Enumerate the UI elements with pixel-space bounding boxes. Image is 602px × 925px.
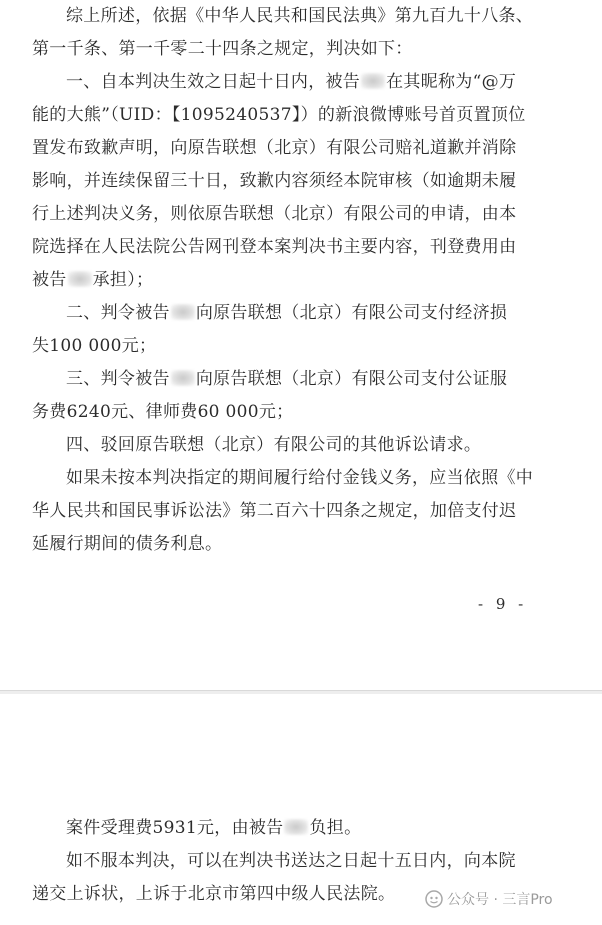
redacted-name-blur — [361, 73, 385, 89]
text: 负担。 — [309, 818, 362, 838]
text: 影响，并连续保留三十日，致歉内容须经本院审核（如逾期未履 — [32, 171, 517, 191]
text-line — [66, 845, 516, 878]
page-number: - 9 - — [478, 595, 528, 613]
text-line — [66, 429, 481, 462]
text-line — [66, 66, 516, 99]
text-line — [32, 396, 293, 429]
redacted-name-blur — [68, 271, 92, 287]
text-line — [32, 198, 516, 231]
text-line — [32, 495, 516, 528]
text-line — [66, 462, 533, 495]
text-line — [66, 363, 507, 396]
text-line — [32, 330, 156, 363]
text: 华人民共和国民事诉讼法》第二百六十四条之规定，加倍支付迟 — [32, 501, 517, 521]
text-line — [32, 231, 516, 264]
text: 向原告联想（北京）有限公司支付经济损 — [195, 303, 508, 323]
text: 承担）； — [92, 270, 154, 290]
text-line — [32, 528, 222, 561]
text-line — [32, 878, 395, 911]
redacted-name-blur — [171, 304, 195, 320]
text: 务费6240元、律师费60 000元； — [32, 402, 294, 422]
text: 在其昵称为“@万 — [386, 72, 517, 92]
text: 置发布致歉声明，向原告联想（北京）有限公司赔礼道歉并消除 — [32, 138, 517, 158]
text: 综上所述，依据《中华人民共和国民法典》第九百九十八条、 — [66, 6, 534, 26]
text-line — [32, 132, 516, 165]
text: 递交上诉状，上诉于北京市第四中级人民法院。 — [32, 884, 396, 904]
text-line — [32, 33, 413, 66]
text: 能的大熊”（UID：【1095240537】）的新浪微博账号首页置顶位 — [32, 105, 526, 125]
text-line — [66, 297, 507, 330]
text-line — [66, 812, 361, 845]
text: 三、判令被告 — [66, 369, 170, 389]
text: 失100 000元； — [32, 336, 157, 356]
text: 如不服本判决，可以在判决书送达之日起十五日内，向本院 — [66, 851, 516, 871]
wechat-official-account-icon — [425, 890, 443, 908]
text: 二、判令被告 — [66, 303, 170, 323]
text: 向原告联想（北京）有限公司支付公证服 — [195, 369, 508, 389]
text-line — [32, 165, 516, 198]
redacted-name-blur — [284, 819, 308, 835]
wechat-watermark — [425, 889, 553, 909]
text: 院选择在人民法院公告网刊登本案判决书主要内容，刊登费用由 — [32, 237, 517, 257]
text: 行上述判决义务，则依原告联想（北京）有限公司的申请，由本 — [32, 204, 517, 224]
text-line — [32, 99, 526, 132]
text-line — [66, 0, 533, 33]
text: 第一千条、第一千零二十四条之规定，判决如下： — [32, 39, 413, 59]
text-line — [32, 264, 153, 297]
text: 如果未按本判决指定的期间履行给付金钱义务，应当依照《中 — [66, 468, 534, 488]
watermark-text: 公众号 · 三言Pro — [447, 892, 553, 908]
text: 被告 — [32, 270, 67, 290]
text: 四、驳回原告联想（北京）有限公司的其他诉讼请求。 — [66, 435, 482, 455]
redacted-name-blur — [171, 370, 195, 386]
text: 一、自本判决生效之日起十日内，被告 — [66, 72, 361, 92]
text: 案件受理费5931元，由被告 — [66, 818, 284, 838]
text: 延履行期间的债务利息。 — [32, 534, 223, 554]
